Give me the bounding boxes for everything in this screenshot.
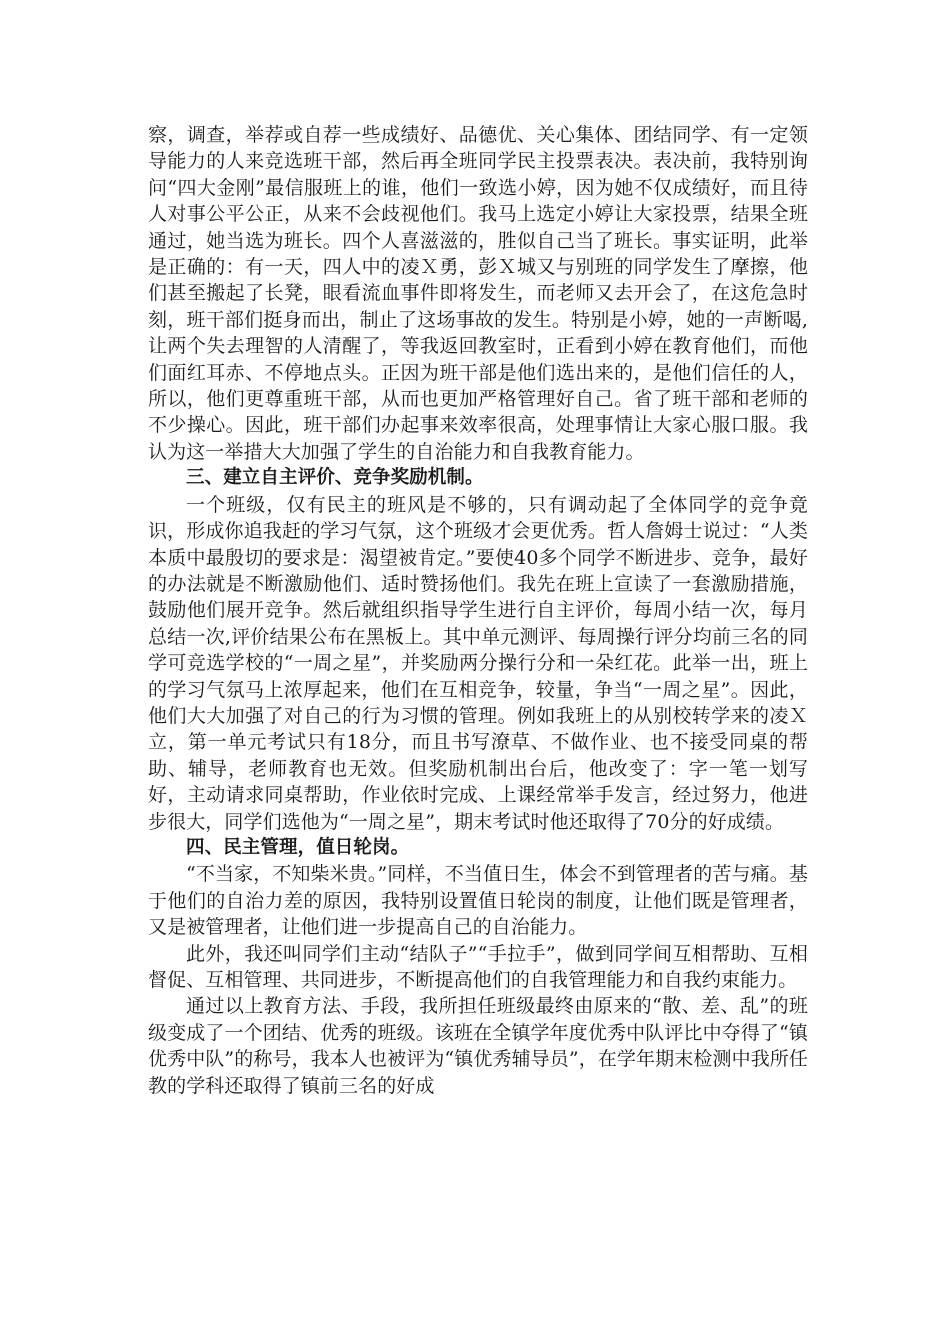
- paragraph-continued: 察，调查，举荐或自荐一些成绩好、品德优、关心集体、团结同学、有一定领导能力的人来竞选班干部，然后再全班同学民主投票表决。表决前，我特别询问“四大金刚”最信服班上的谁，他们一致选小婷，因为她不仅成绩好，而且待人对事公平公正，从来不会歧视他们。我马上选定小婷让大家投票，结果全班通过，她当选为班长。四个人喜滋滋的，胜似自己当了班长。事实证明，此举是正确的：有一天，四人中的凌Ｘ勇，彭Ｘ城又与别班的同学发生了摩擦，他们甚至搬起了长凳，眼看流血事件即将发生，而老师又去开会了，在这危急时刻，班干部们挺身而出，制止了这场事故的发生。特别是小婷，她的一声断喝,让两个失去理智的人清醒了，等我返回教室时，正看到小婷在教育他们，而他们面红耳赤、不停地点头。正因为班干部是他们选出来的，是他们信任的人，所以，他们更尊重班干部，从而也更加严格管理好自己。省了班干部和老师的不少操心。因此，班干部们办起事来效率很高，处理事情让大家心服口服。我认为这一举措大大加强了学生的自治能力和自我教育能力。: [148, 124, 808, 463]
- section-heading-4: 四、民主管理，值日轮岗。: [186, 836, 410, 858]
- section-heading-3: 三、建立自主评价、竞争奖励机制。: [186, 467, 484, 489]
- document-body: [148, 122, 808, 1099]
- paragraph-duty-rotation: “不当家，不知柴米贵。”同样，不当值日生，体会不到管理者的苦与痛。基于他们的自治力差的原因，我特别设置值日轮岗的制度，让他们既是管理者，又是被管理者，让他们进一步提高自己的自治能力。: [148, 863, 808, 939]
- paragraph-results: 通过以上教育方法、手段，我所担任班级最终由原来的“散、差、乱”的班级变成了一个团结、优秀的班级。该班在全镇学年度优秀中队评比中夺得了“镇优秀中队”的称号，我本人也被评为“镇优秀辅导员”，在学年期末检测中我所任教的学科还取得了镇前三名的好成: [148, 995, 808, 1097]
- paragraph-competition: 一个班级，仅有民主的班风是不够的，只有调动起了全体同学的竞争竟识，形成你追我赶的学习气氛，这个班级才会更优秀。哲人詹姆士说过：“人类本质中最殷切的要求是：渴望被肯定。”要使40多个同学不断进步、竞争，最好的办法就是不断激励他们、适时赞扬他们。我先在班上宣读了一套激励措施，鼓励他们展开竞争。然后就组织指导学生进行自主评价，每周小结一次，每月总结一次,评价结果公布在黑板上。其中单元测评、每周操行评分均前三名的同学可竞选学校的“一周之星”，并奖励两分操行分和一朵红花。此举一出，班上的学习气氛马上浓厚起来，他们在互相竞争，较量，争当“一周之星”。因此，他们大大加强了对自己的行为习惯的管理。例如我班上的从别校转学来的凌Ｘ立，第一单元考试只有18分，而且书写潦草、不做作业、也不接受同桌的帮助、辅导，老师教育也无效。但奖励机制出台后，他改变了：字一笔一划写好，主动请求同桌帮助，作业依时完成、上课经常举手发言，经过努力，他进步很大，同学们选他为“一周之星”，期末考试时他还取得了70分的好成绩。: [148, 493, 808, 833]
- paragraph-mutual-help: 此外，我还叫同学们主动“结队子”“手拉手”，做到同学间互相帮助、互相督促、互相管理、共同进步，不断提高他们的自我管理能力和自我约束能力。: [148, 942, 808, 991]
